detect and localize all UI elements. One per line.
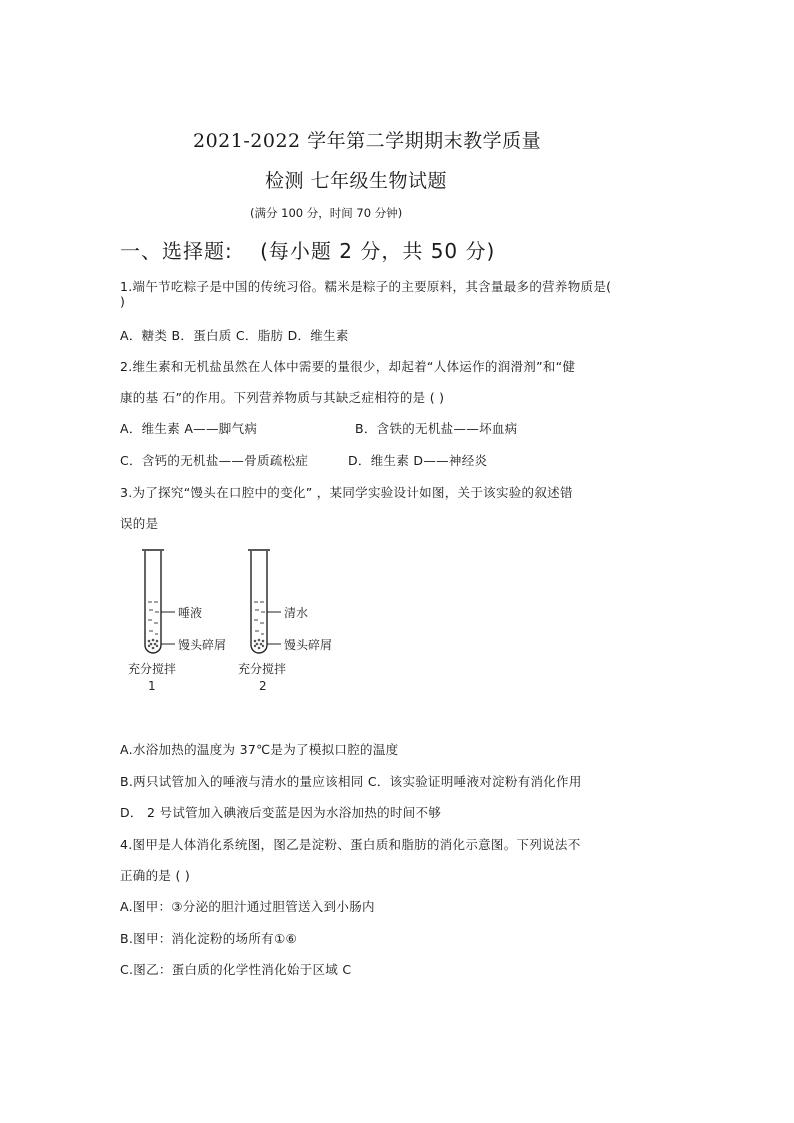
tube2-liquid-label: 清水 xyxy=(284,606,309,620)
tube1-solid-label: 馒头碎屑 xyxy=(178,638,227,652)
test-tube-1 xyxy=(128,550,226,693)
exam-subtitle: (满分 100 分，时间 70 分钟) xyxy=(250,206,403,220)
tube1-number: 1 xyxy=(148,679,156,693)
q2-stem-line2: 康的基 石”的作用。下列营养物质与其缺乏症相符的是 ( ) xyxy=(120,390,445,405)
section-note: (每小题 2 分，共 50 分) xyxy=(260,239,496,263)
q2-stem-line1: 2.维生素和无机盐虽然在人体中需要的量很少，却起着“人体运作的润滑剂”和“健 xyxy=(120,359,576,374)
q2-option-d: D．维生素 D——神经炎 xyxy=(348,453,488,468)
q4-option-b: B.图甲：消化淀粉的场所有①⑥ xyxy=(120,931,297,946)
tube2-number: 2 xyxy=(259,679,267,693)
q4-stem-line2: 正确的是 ( ) xyxy=(120,868,191,883)
q2-option-c: C．含钙的无机盐——骨质疏松症 xyxy=(120,453,309,468)
q4-stem-line1: 4.图甲是人体消化系统图，图乙是淀粉、蛋白质和脂肪的消化示意图。下列说法不 xyxy=(120,837,581,852)
q3-option-d: D． 2 号试管加入碘液后变蓝是因为水浴加热的时间不够 xyxy=(120,805,442,820)
q4-option-a: A.图甲：③分泌的胆汁通过胆管送入到小肠内 xyxy=(120,899,375,914)
tube1-caption: 充分搅拌 xyxy=(128,662,177,676)
test-tube-figure xyxy=(118,540,368,700)
q1-stem-line2: ) xyxy=(120,294,126,309)
q3-stem-line1: 3.为了探究“馒头在口腔中的变化” ，某同学实验设计如图，关于该实验的叙述错 xyxy=(120,485,573,500)
tube2-solid-label: 馒头碎屑 xyxy=(284,638,333,652)
q1-stem-line1: 1.端午节吃粽子是中国的传统习俗。糯米是粽子的主要原料，其含量最多的营养物质是( xyxy=(120,279,612,294)
section-heading xyxy=(120,235,495,264)
q3-stem-line2: 误的是 xyxy=(120,516,159,531)
exam-title-line1: 2021-2022 学年第二学期期末教学质量 xyxy=(193,130,542,152)
q3-option-bc: B.两只试管加入的唾液与清水的量应该相同 C．该实验证明唾液对淀粉有消化作用 xyxy=(120,774,582,789)
test-tube-2 xyxy=(238,550,332,693)
q2-option-b: B．含铁的无机盐——坏血病 xyxy=(355,421,518,436)
q2-option-a: A．维生素 A——脚气病 xyxy=(120,421,258,436)
exam-title-line2: 检测 七年级生物试题 xyxy=(265,170,448,192)
q4-option-c: C.图乙：蛋白质的化学性消化始于区域 C xyxy=(120,962,352,977)
tube2-caption: 充分搅拌 xyxy=(238,662,287,676)
section-title: 一、选择题: xyxy=(120,239,233,263)
q3-option-a: A.水浴加热的温度为 37℃是为了模拟口腔的温度 xyxy=(120,742,399,757)
q1-options: A．糖类 B．蛋白质 C．脂肪 D．维生素 xyxy=(120,328,349,343)
tube1-liquid-label: 唾液 xyxy=(178,606,203,620)
